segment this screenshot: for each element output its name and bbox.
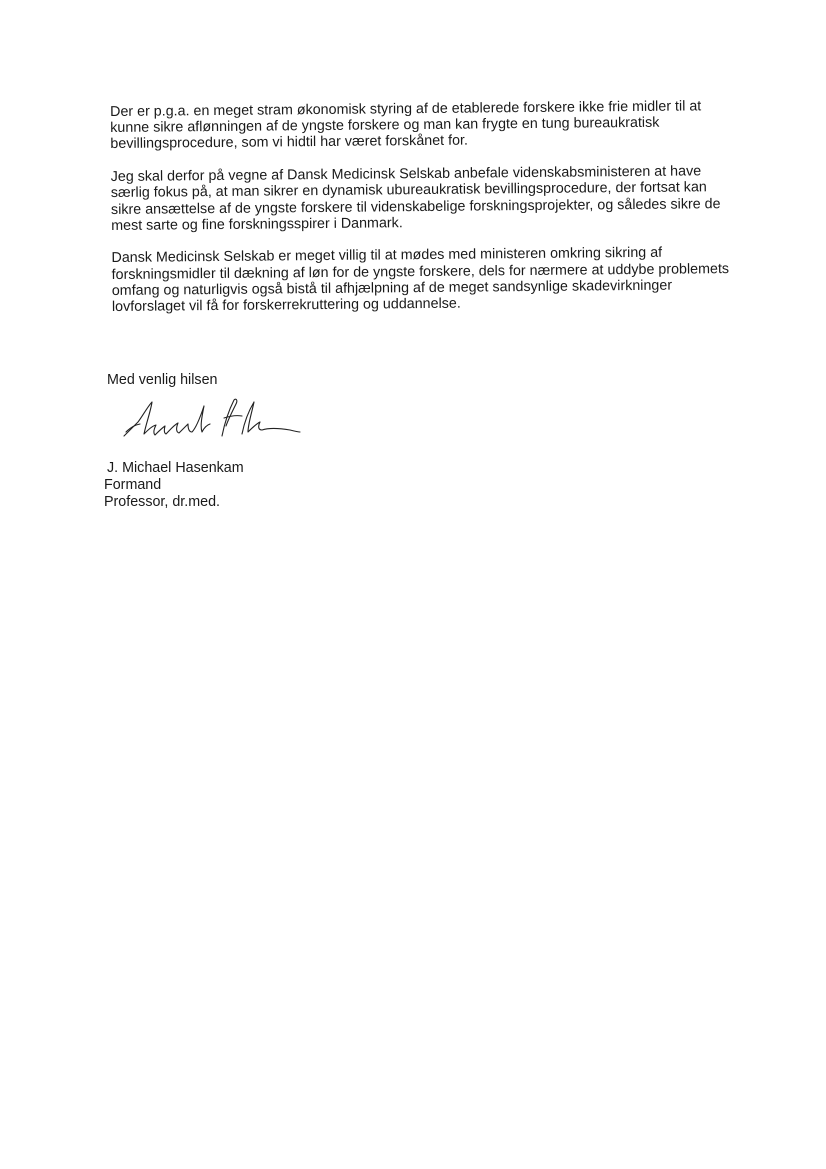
paragraph-line: omfang og naturligvis også bistå til afhjælpning af de meget sandsynlige skadevirkninger: [111, 277, 673, 299]
paragraph-line: Jeg skal derfor på vegne af Dansk Medicinsk Selskab anbefale videnskabsministeren at have: [110, 163, 702, 186]
closing-salutation: Med venlig hilsen: [107, 372, 218, 388]
paragraph-line: særlig fokus på, at man sikrer en dynamisk ubureaukratisk bevillingsprocedure, der fortsat kan: [110, 179, 707, 202]
paragraph-funding: [110, 98, 730, 153]
letter-body: [110, 98, 732, 332]
signer-name: J. Michael Hasenkam: [107, 460, 244, 476]
paragraph-line: Der er p.g.a. en meget stram økonomisk styring af de etablerede forskere ikke frie midler til at: [110, 98, 702, 120]
paragraph-line: lovforslaget vil få for forskerrekruttering og uddannelse.: [111, 295, 461, 316]
paragraph-line: sikre ansættelse af de yngste forskere til videnskabelige forskningsprojekter, og således sikre de: [110, 195, 721, 218]
signer-block: [104, 460, 244, 511]
signer-role: Formand: [104, 477, 162, 493]
paragraph-line: Dansk Medicinsk Selskab er meget villig til at mødes med ministeren omkring sikring af: [111, 245, 663, 267]
paragraph-recommendation: [111, 163, 732, 234]
paragraph-line: bevillingsprocedure, som vi hidtil har været forskånet for.: [110, 132, 469, 153]
handwritten-signature: [118, 392, 308, 448]
signer-title: Professor, dr.med.: [104, 494, 221, 510]
paragraph-line: forskningsmidler til dækning af løn for de yngste forskere, dels for nærmere at uddybe problemets: [111, 260, 730, 283]
paragraph-line: kunne sikre aflønningen af de yngste forskere og man kan frygte en tung bureaukratisk: [110, 114, 660, 137]
paragraph-meeting-offer: [111, 244, 732, 315]
paragraph-line: mest sarte og fine forskningsspirer i Danmark.: [111, 214, 403, 234]
